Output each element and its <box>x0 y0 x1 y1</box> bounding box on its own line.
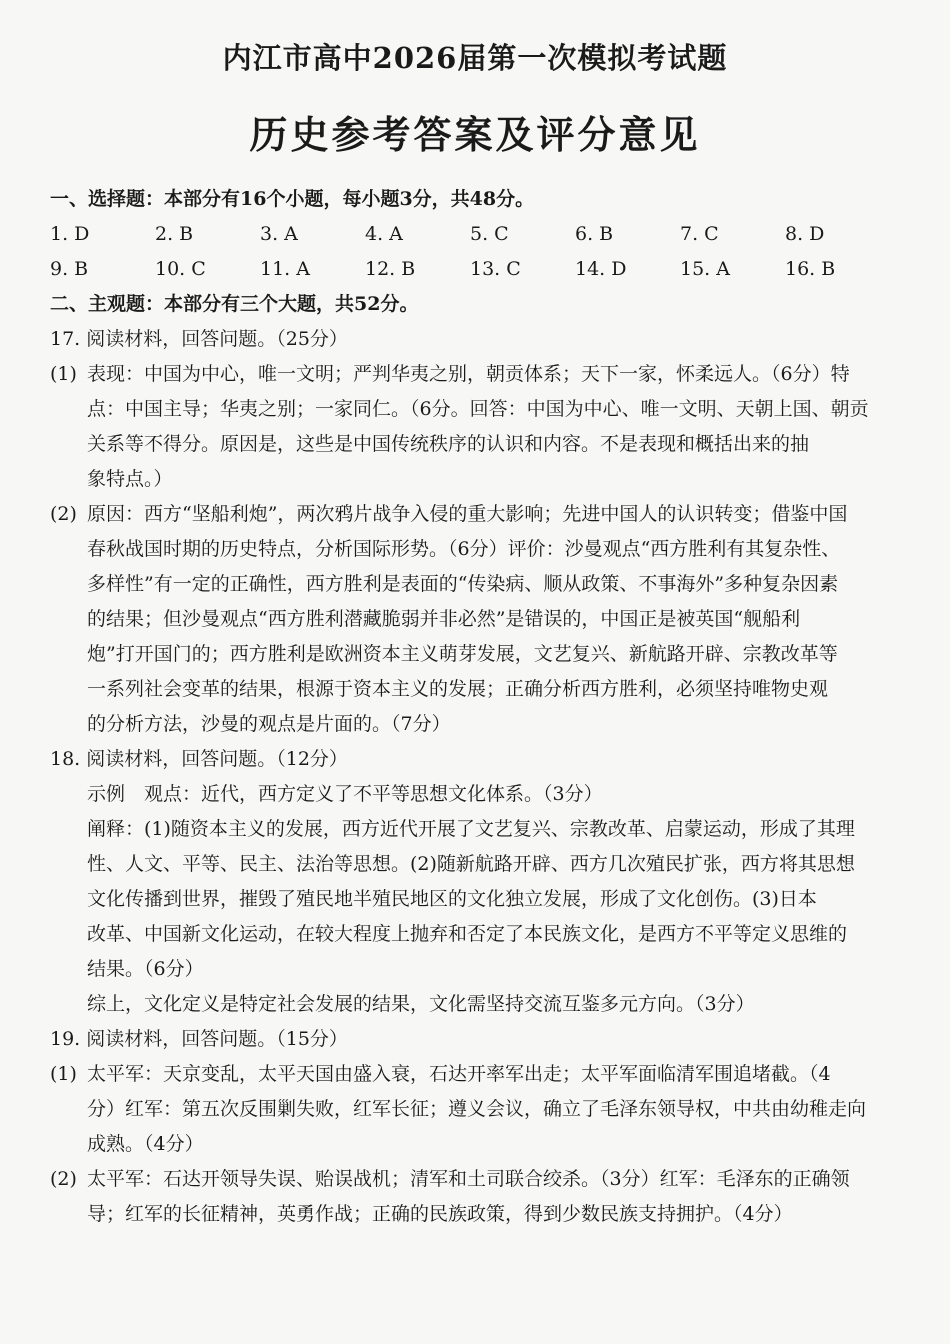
answer-item: 3. A <box>260 223 298 245</box>
q18-body <box>50 777 900 1022</box>
text-line: 阐释：(1)随资本主义的发展，西方近代开展了文艺复兴、宗教改革、启蒙运动，形成了其理 <box>87 818 855 840</box>
answer-item: 5. C <box>470 223 509 245</box>
part-number: (2) <box>50 503 77 525</box>
answer-item: 6. B <box>575 223 614 245</box>
answer-row-1 <box>50 217 900 252</box>
section1-heading: 一、选择题：本部分有16个小题，每小题3分，共48分。 <box>50 188 535 210</box>
answer-item: 13. C <box>470 258 521 280</box>
answer-item: 14. D <box>575 258 627 280</box>
answer-item: 11. A <box>260 258 310 280</box>
q19-title: 19. 阅读材料，回答问题。（15分） <box>50 1028 348 1050</box>
document-body <box>50 182 900 1232</box>
answer-item: 2. B <box>155 223 194 245</box>
answer-item: 9. B <box>50 258 89 280</box>
answer-item: 15. A <box>680 258 730 280</box>
text-line: 点：中国主导；华夷之别；一家同仁。（6分。回答：中国为中心、唯一文明、天朝上国、朝贡 <box>87 398 869 420</box>
q17-part2 <box>50 497 900 742</box>
text-line: 综上，文化定义是特定社会发展的结果，文化需坚持交流互鉴多元方向。（3分） <box>87 993 755 1015</box>
answer-item: 16. B <box>785 258 836 280</box>
q17-part1 <box>50 357 900 497</box>
answer-item: 1. D <box>50 223 90 245</box>
q19-part2 <box>50 1162 900 1232</box>
text-line: 太平军：天京变乱，太平天国由盛入衰，石达开率军出走；太平军面临清军围追堵截。（4 <box>87 1063 831 1085</box>
answer-item: 7. C <box>680 223 719 245</box>
text-line: 文化传播到世界，摧毁了殖民地半殖民地区的文化独立发展，形成了文化创伤。(3)日本 <box>87 888 817 910</box>
text-line: 炮”打开国门的；西方胜利是欧洲资本主义萌芽发展，文艺复兴、新航路开辟、宗教改革等 <box>87 643 838 665</box>
answer-row-2 <box>50 252 900 287</box>
text-line: 关系等不得分。原因是，这些是中国传统秩序的认识和内容。不是表现和概括出来的抽 <box>87 433 810 455</box>
text-line: 多样性”有一定的正确性，西方胜利是表面的“传染病、顺从政策、不事海外”多种复杂因素 <box>87 573 839 595</box>
text-line: 改革、中国新文化运动，在较大程度上抛弃和否定了本民族文化，是西方不平等定义思维的 <box>87 923 848 945</box>
school-exam-title: 内江市高中2026届第一次模拟考试题 <box>222 41 728 75</box>
text-line: 分）红军：第五次反围剿失败，红军长征；遵义会议，确立了毛泽东领导权，中共由幼稚走向 <box>87 1098 867 1120</box>
text-line: 春秋战国时期的历史特点，分析国际形势。（6分）评价：沙曼观点“西方胜利有其复杂性、 <box>87 538 841 560</box>
text-line: 性、人文、平等、民主、法治等思想。(2)随新航路开辟、西方几次殖民扩张，西方将其思想 <box>87 853 855 875</box>
text-line: 成熟。（4分） <box>87 1133 204 1155</box>
document-title: 历史参考答案及评分意见 <box>249 112 701 157</box>
text-line: 示例 观点：近代，西方定义了不平等思想文化体系。（3分） <box>87 783 603 805</box>
text-line: 结果。（6分） <box>87 958 204 980</box>
text-line: 的分析方法，沙曼的观点是片面的。（7分） <box>87 713 451 735</box>
text-line: 一系列社会变革的结果，根源于资本主义的发展；正确分析西方胜利，必须坚持唯物史观 <box>87 678 829 700</box>
text-line: 导；红军的长征精神，英勇作战；正确的民族政策，得到少数民族支持拥护。（4分） <box>87 1203 793 1225</box>
answer-item: 8. D <box>785 223 825 245</box>
text-line: 的结果；但沙曼观点“西方胜利潜藏脆弱并非必然”是错误的，中国正是被英国“舰船利 <box>87 608 801 630</box>
section2-heading: 二、主观题：本部分有三个大题，共52分。 <box>50 293 419 315</box>
text-line: 原因：西方“坚船利炮”，两次鸦片战争入侵的重大影响；先进中国人的认识转变；借鉴中国 <box>87 503 848 525</box>
part-number: (1) <box>50 363 77 385</box>
q19-part1 <box>50 1057 900 1162</box>
q18-title: 18. 阅读材料，回答问题。（12分） <box>50 748 348 770</box>
answer-item: 4. A <box>365 223 403 245</box>
answer-item: 12. B <box>365 258 416 280</box>
q17-title: 17. 阅读材料，回答问题。（25分） <box>50 328 348 350</box>
text-line: 象特点。） <box>87 468 173 490</box>
part-number: (1) <box>50 1063 77 1085</box>
text-line: 太平军：石达开领导失误、贻误战机；清军和土司联合绞杀。（3分）红军：毛泽东的正确领 <box>87 1168 850 1190</box>
answer-item: 10. C <box>155 258 206 280</box>
part-number: (2) <box>50 1168 77 1190</box>
text-line: 表现：中国为中心，唯一文明；严判华夷之别，朝贡体系；天下一家，怀柔远人。（6分）特 <box>87 363 850 385</box>
